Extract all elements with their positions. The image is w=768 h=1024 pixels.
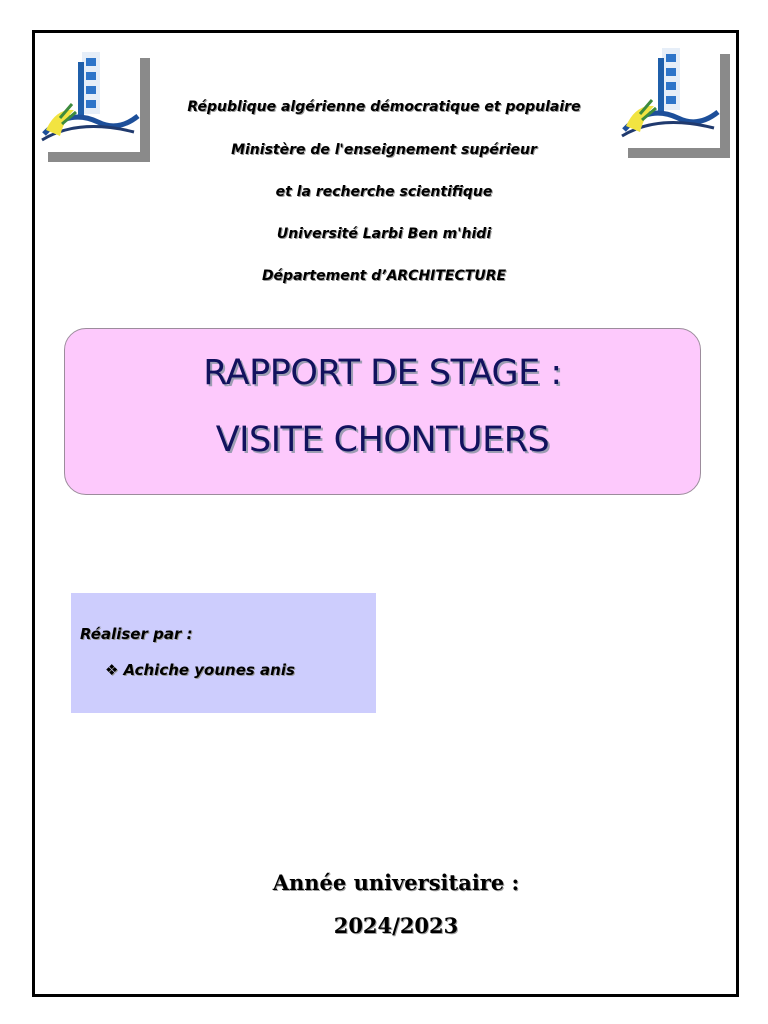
report-subtitle: VISITE CHONTUERS [215, 420, 550, 460]
author-list-item [105, 661, 295, 679]
header-republic: République algérienne démocratique et populaire [187, 99, 581, 115]
university-logo-icon [618, 44, 722, 148]
page-border [32, 30, 739, 997]
diamond-bullet-icon: ❖ [105, 661, 119, 679]
header-ministry: Ministère de l'enseignement supérieur [231, 142, 537, 158]
header-department: Département d’ARCHITECTURE [261, 268, 507, 284]
author-label: Réaliser par : [80, 625, 193, 643]
header-research: et la recherche scientifique [275, 184, 493, 200]
academic-year-label: Année universitaire : [272, 870, 520, 895]
title-box [64, 328, 701, 495]
author-name: Achiche younes anis [123, 661, 295, 679]
author-box [71, 593, 376, 713]
report-title: RAPPORT DE STAGE : [203, 353, 562, 393]
academic-year-value: 2024/2023 [333, 913, 459, 938]
header-university: Université Larbi Ben m'hidi [276, 226, 492, 242]
